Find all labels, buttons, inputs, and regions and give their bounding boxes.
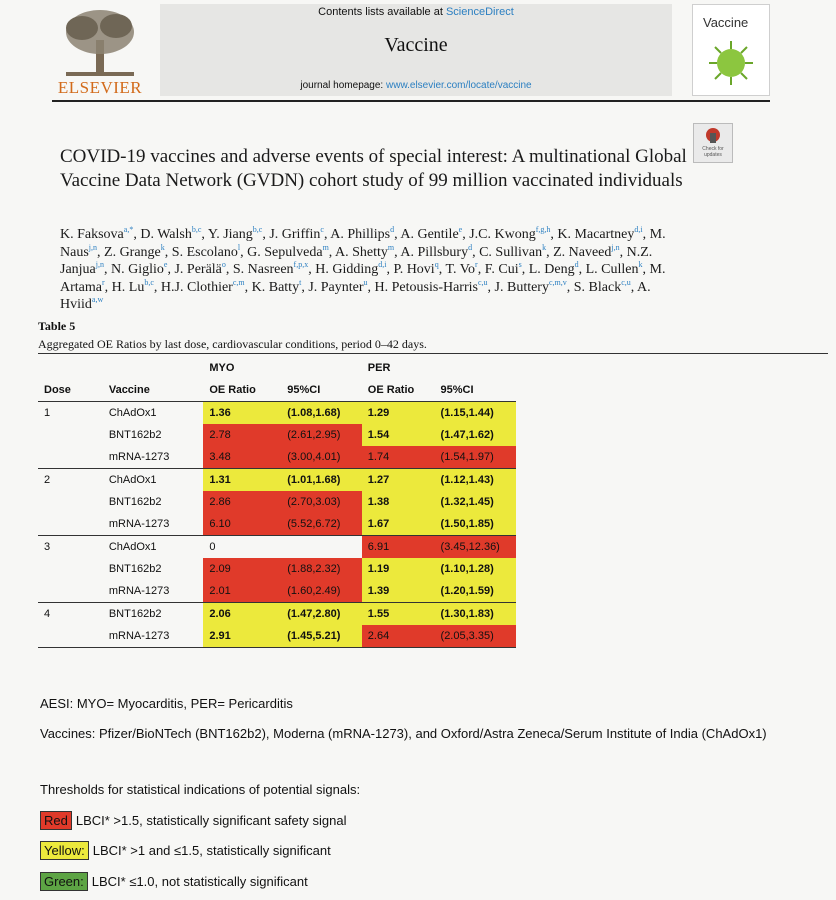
myo-ci-cell: (2.70,3.03) xyxy=(281,491,362,513)
per-oe-cell: 1.74 xyxy=(362,446,435,469)
myo-oe-cell: 2.86 xyxy=(203,491,281,513)
dose-cell xyxy=(38,558,103,580)
author[interactable] xyxy=(494,277,567,295)
author[interactable] xyxy=(557,227,642,242)
author[interactable] xyxy=(160,277,245,295)
author-name: J. Paynter xyxy=(308,279,364,295)
table-row xyxy=(38,580,516,603)
author-name: K. Faksova xyxy=(60,227,124,242)
red-swatch: Red xyxy=(40,811,72,830)
table-row xyxy=(38,446,516,469)
sciencedirect-link[interactable]: ScienceDirect xyxy=(445,6,514,18)
per-oe-cell: 1.67 xyxy=(362,513,435,536)
author-name: A. Gentile xyxy=(400,227,459,242)
group-per: PER xyxy=(367,362,391,374)
author[interactable] xyxy=(445,262,477,277)
vaccine-cell: BNT162b2 xyxy=(108,429,162,441)
per-ci-cell: (1.30,1.83) xyxy=(435,603,516,626)
author-name: T. Vo xyxy=(445,262,476,277)
per-ci-cell: (1.32,1.45) xyxy=(435,491,516,513)
homepage-link[interactable]: www.elsevier.com/locate/vaccine xyxy=(386,80,532,91)
journal-cover xyxy=(692,4,770,96)
author-name: S. Escolano xyxy=(171,244,238,260)
col-myo-oe: OE Ratio xyxy=(203,379,281,402)
table-group-header xyxy=(38,357,516,379)
caption-rule xyxy=(38,353,828,354)
dose-cell xyxy=(38,513,103,536)
table-label: Table 5 xyxy=(38,319,76,333)
myo-ci-cell: (1.60,2.49) xyxy=(281,580,362,603)
legend-red xyxy=(40,810,346,830)
author[interactable] xyxy=(140,227,201,242)
vaccine-cell: mRNA-1273 xyxy=(108,585,170,597)
author-name: L. Deng xyxy=(528,262,575,277)
article-title: COVID-19 vaccines and adverse events of special interest: A multinational Global Vaccine Data Network (GVDN) cohort study of 99 million vaccinated individuals xyxy=(60,146,687,191)
dose-cell: 3 xyxy=(38,536,103,559)
author-affiliation[interactable]: f,g,h xyxy=(535,225,551,234)
author-affiliation[interactable]: m xyxy=(322,242,329,252)
virus-icon xyxy=(705,37,757,89)
author[interactable] xyxy=(529,262,579,277)
myo-oe-cell: 2.06 xyxy=(203,603,281,626)
author-affiliation[interactable]: k xyxy=(160,242,165,252)
author-name: F. Cui xyxy=(484,262,519,277)
table-row xyxy=(38,424,516,446)
table-row xyxy=(38,558,516,580)
col-dose: Dose xyxy=(38,379,103,402)
author-name: A. Hviid xyxy=(60,279,651,312)
myo-oe-cell: 2.78 xyxy=(203,424,281,446)
myo-oe-cell: 1.31 xyxy=(203,469,281,492)
vaccine-cell: BNT162b2 xyxy=(108,496,162,508)
per-ci-cell: (1.12,1.43) xyxy=(435,469,516,492)
author[interactable] xyxy=(400,242,473,260)
author-affiliation[interactable]: c,m xyxy=(232,277,245,287)
author-name: J. Perälä xyxy=(174,262,222,277)
per-oe-cell: 1.38 xyxy=(362,491,435,513)
author-list: K. Faksova$^{a,*}$, D. Walsh$^{b,c}$, Y. Jiang$^{b,c}$, J. Griffin$^c$, A. Phillips$^d$, A. Gentile$^e$, J.C. Kwong$^{f,g,h}$, K. Macartney$^{d,i}$, M. Naus$^{j,n}$, Z. Grange$^k$, S. Escolano$^l$, G. Sepulveda$^m$, A. Shetty$^m$, A. Pillsbury$^d$, C. Sullivan$^k$, Z. Naveed$^{j,n}$, N.Z. Janjua$^{j,n}$, N. Giglio$^e$, J. Perälä$^o$, S. Nasreen$^{f,p,x}$, H. Gidding$^{d,i}$, P. Hovi$^q$, T. Vo$^r$, F. Cui$^s$, L. Deng$^d$, L. Cullen$^k$, M. Artama$^r$, H. Lu$^{b,c}$, H.J. Clothier$^{c,m}$, K. Batty$^t$, J. Paynter$^u$, H. Petousis-Harris$^{c,u}$, J. Buttery$^{c,m,v}$, S. Black$^{c,u}$, A. Hviid$^{a,w}$ xyxy=(60,225,666,312)
contents-prefix: Contents lists available at xyxy=(318,6,446,18)
per-ci-cell: (1.50,1.85) xyxy=(435,513,516,536)
author[interactable] xyxy=(479,242,547,260)
per-ci-cell: (3.45,12.36) xyxy=(435,536,516,559)
author-affiliation[interactable]: m xyxy=(387,242,395,252)
author[interactable] xyxy=(485,262,522,277)
header-rule xyxy=(52,100,770,102)
yellow-swatch: Yellow: xyxy=(40,841,89,860)
vaccine-cell: mRNA-1273 xyxy=(108,518,170,530)
per-ci-cell: (1.15,1.44) xyxy=(435,402,516,425)
author-name: A. Pillsbury xyxy=(400,244,469,260)
author[interactable] xyxy=(393,262,438,277)
author-affiliation[interactable]: j,n xyxy=(88,242,98,252)
author-name: H. Gidding xyxy=(315,262,379,277)
myo-oe-cell: 6.10 xyxy=(203,513,281,536)
journal-title: Vaccine xyxy=(384,34,448,56)
myo-oe-cell: 2.01 xyxy=(203,580,281,603)
author-name: A. Shetty xyxy=(335,244,388,260)
author-name: P. Hovi xyxy=(393,262,435,277)
author[interactable] xyxy=(251,277,302,295)
author[interactable] xyxy=(335,242,395,260)
vaccine-cell: mRNA-1273 xyxy=(108,451,170,463)
per-oe-cell: 1.29 xyxy=(362,402,435,425)
dose-cell xyxy=(38,446,103,469)
author-name: J.C. Kwong xyxy=(469,227,536,242)
per-ci-cell: (1.20,1.59) xyxy=(435,580,516,603)
legend-green xyxy=(40,871,308,891)
author-affiliation[interactable]: o xyxy=(221,260,226,269)
vaccine-cell: ChAdOx1 xyxy=(108,407,157,419)
per-oe-cell: 1.39 xyxy=(362,580,435,603)
table-row xyxy=(38,469,516,492)
myo-ci-cell: (1.47,2.80) xyxy=(281,603,362,626)
author-affiliation[interactable]: c,u xyxy=(477,277,488,287)
author-name: H. Lu xyxy=(111,279,145,295)
legend-green-text: LBCI* ≤1.0, not statistically significant xyxy=(91,873,308,889)
author[interactable] xyxy=(111,277,154,295)
vaccine-cell: ChAdOx1 xyxy=(103,469,204,492)
myo-oe-cell: 2.91 xyxy=(203,625,281,648)
author-affiliation[interactable]: u xyxy=(363,277,368,287)
oe-ratio-table xyxy=(38,357,516,648)
per-oe-cell: 1.55 xyxy=(362,603,435,626)
dose-cell xyxy=(38,625,103,648)
col-vaccine: Vaccine xyxy=(103,379,204,402)
dose-cell: 4 xyxy=(38,603,103,626)
author-affiliation[interactable]: b,c xyxy=(144,277,154,287)
myo-oe-cell: 1.36 xyxy=(203,402,281,425)
table-row xyxy=(38,513,516,536)
thresholds-title: Thresholds for statistical indications of potential signals: xyxy=(40,782,361,797)
cover-title: Vaccine xyxy=(703,15,749,30)
vaccine-cell: mRNA-1273 xyxy=(103,625,204,648)
author[interactable] xyxy=(469,227,550,242)
bookmark-icon xyxy=(705,127,721,145)
col-myo-ci: 95%CI xyxy=(281,379,362,402)
per-oe-cell: 1.27 xyxy=(362,469,435,492)
myo-ci-cell: (1.88,2.32) xyxy=(281,558,362,580)
table-row xyxy=(38,625,516,648)
dose-cell xyxy=(38,491,103,513)
author-affiliation[interactable]: e xyxy=(163,260,168,269)
homepage-line xyxy=(160,80,672,91)
author-affiliation[interactable]: q xyxy=(434,260,439,269)
author[interactable] xyxy=(400,227,462,242)
author[interactable] xyxy=(171,242,241,260)
myo-oe-cell: 2.09 xyxy=(203,558,281,580)
author-affiliation[interactable]: k xyxy=(542,242,547,252)
author-name: L. Cullen xyxy=(585,262,639,277)
per-ci-cell: (1.10,1.28) xyxy=(435,558,516,580)
author-affiliation[interactable]: d xyxy=(468,242,473,252)
table-row xyxy=(38,491,516,513)
author[interactable] xyxy=(104,242,165,260)
green-swatch: Green: xyxy=(40,872,88,891)
group-myo: MYO xyxy=(209,362,235,374)
author[interactable] xyxy=(233,262,308,277)
dose-cell: 1 xyxy=(44,407,51,419)
myo-ci-cell: (2.61,2.95) xyxy=(281,424,362,446)
per-ci-cell: (1.47,1.62) xyxy=(435,424,516,446)
dose-cell: 2 xyxy=(38,469,103,492)
author[interactable] xyxy=(315,262,386,277)
legend-yellow-text: LBCI* >1 and ≤1.5, statistically significant xyxy=(92,842,331,858)
author-affiliation[interactable]: t xyxy=(299,277,302,287)
check-updates-label: Check for updates xyxy=(702,146,724,158)
per-oe-cell: 2.64 xyxy=(362,625,435,648)
author[interactable] xyxy=(247,242,329,260)
author-affiliation[interactable]: d,i xyxy=(634,225,643,234)
author-affiliation[interactable]: e xyxy=(458,225,463,234)
author[interactable] xyxy=(573,277,631,295)
table-row xyxy=(38,603,516,626)
dose-cell xyxy=(38,424,103,446)
author-name: J. Griffin xyxy=(269,227,321,242)
author-affiliation[interactable]: f,p,x xyxy=(293,260,309,269)
author-name: S. Nasreen xyxy=(232,262,294,277)
author-name: Y. Jiang xyxy=(207,227,253,242)
vaccine-cell: BNT162b2 xyxy=(108,563,162,575)
legend-yellow xyxy=(40,840,331,860)
author-name: M. Naus xyxy=(60,227,666,260)
author[interactable] xyxy=(374,277,488,295)
vaccine-cell: ChAdOx1 xyxy=(103,536,204,559)
author-name: S. Black xyxy=(573,279,622,295)
author-name: K. Batty xyxy=(251,279,300,295)
author-affiliation[interactable]: k xyxy=(638,260,643,269)
author-name: D. Walsh xyxy=(140,227,192,242)
myo-ci-cell xyxy=(281,536,362,559)
table-caption: Aggregated OE Ratios by last dose, cardiovascular conditions, period 0–42 days. xyxy=(38,337,427,351)
author-name: M. Artama xyxy=(60,262,666,295)
per-oe-cell: 1.54 xyxy=(362,424,435,446)
author[interactable] xyxy=(308,277,368,295)
author-name: Z. Naveed xyxy=(553,244,612,260)
author[interactable] xyxy=(269,227,324,242)
author[interactable] xyxy=(330,227,394,242)
author-affiliation[interactable]: c,m,v xyxy=(548,277,567,287)
author-affiliation[interactable]: b,c xyxy=(252,225,263,234)
myo-ci-cell: (1.45,5.21) xyxy=(281,625,362,648)
author[interactable] xyxy=(111,262,167,277)
author-affiliation[interactable]: s xyxy=(518,260,522,269)
author-affiliation[interactable]: l xyxy=(237,242,241,252)
vaccine-cell: BNT162b2 xyxy=(103,603,204,626)
table-row xyxy=(38,536,516,559)
author-name: N.Z. Janjua xyxy=(60,244,653,277)
author-affiliation[interactable]: r xyxy=(475,260,478,269)
myo-oe-cell: 3.48 xyxy=(203,446,281,469)
myo-ci-cell: (1.01,1.68) xyxy=(281,469,362,492)
author-affiliation[interactable]: c,u xyxy=(621,277,631,287)
author-affiliation[interactable]: d xyxy=(574,260,579,269)
table-column-header xyxy=(38,379,516,402)
author[interactable] xyxy=(553,242,620,260)
author-name: J. Buttery xyxy=(494,279,549,295)
myo-oe-cell: 0 xyxy=(203,536,281,559)
myo-ci-cell: (5.52,6.72) xyxy=(281,513,362,536)
dose-cell xyxy=(38,580,103,603)
contents-line xyxy=(160,6,672,18)
homepage-prefix: journal homepage: xyxy=(300,80,386,91)
author-affiliation[interactable]: j,n xyxy=(611,242,620,252)
per-oe-cell: 6.91 xyxy=(362,536,435,559)
author-name: H. Petousis-Harris xyxy=(374,279,478,295)
author-affiliation[interactable]: d,i xyxy=(378,260,387,269)
legend-red-text: LBCI* >1.5, statistically significant safety signal xyxy=(75,812,347,828)
per-ci-cell: (1.54,1.97) xyxy=(435,446,516,469)
col-per-oe: OE Ratio xyxy=(362,379,435,402)
author[interactable] xyxy=(174,262,225,277)
vaccines-note: Vaccines: Pfizer/BioNTech (BNT162b2), Moderna (mRNA-1273), and Oxford/Astra Zeneca/Serum Institute of India (ChAdOx1) xyxy=(40,726,767,741)
author-affiliation[interactable]: r xyxy=(101,277,105,287)
author-affiliation[interactable]: a,* xyxy=(123,225,134,234)
author-affiliation[interactable]: c xyxy=(320,225,324,234)
author-affiliation[interactable]: b,c xyxy=(191,225,202,234)
author[interactable] xyxy=(586,262,643,277)
author[interactable] xyxy=(208,227,262,242)
myo-ci-cell: (1.08,1.68) xyxy=(281,402,362,425)
author-name: N. Giglio xyxy=(111,262,164,277)
author-name: C. Sullivan xyxy=(479,244,543,260)
publisher-name: ELSEVIER xyxy=(57,78,143,97)
author-affiliation[interactable]: d xyxy=(390,225,395,234)
author-affiliation[interactable]: a,w xyxy=(91,295,104,304)
author-affiliation[interactable]: j,n xyxy=(95,260,104,269)
myo-ci-cell: (3.00,4.01) xyxy=(281,446,362,469)
author-name: K. Macartney xyxy=(557,227,635,242)
aesi-note: AESI: MYO= Myocarditis, PER= Pericarditis xyxy=(40,696,293,711)
table-body xyxy=(38,402,516,648)
author-name: Z. Grange xyxy=(104,244,161,260)
author-name: A. Phillips xyxy=(330,227,391,242)
col-per-ci: 95%CI xyxy=(435,379,516,402)
author-name: G. Sepulveda xyxy=(247,244,323,260)
author-name: H.J. Clothier xyxy=(160,279,233,295)
per-oe-cell: 1.19 xyxy=(362,558,435,580)
per-ci-cell: (2.05,3.35) xyxy=(435,625,516,648)
journal-header-box xyxy=(160,4,672,96)
table-row xyxy=(38,402,516,425)
author[interactable] xyxy=(60,227,133,242)
